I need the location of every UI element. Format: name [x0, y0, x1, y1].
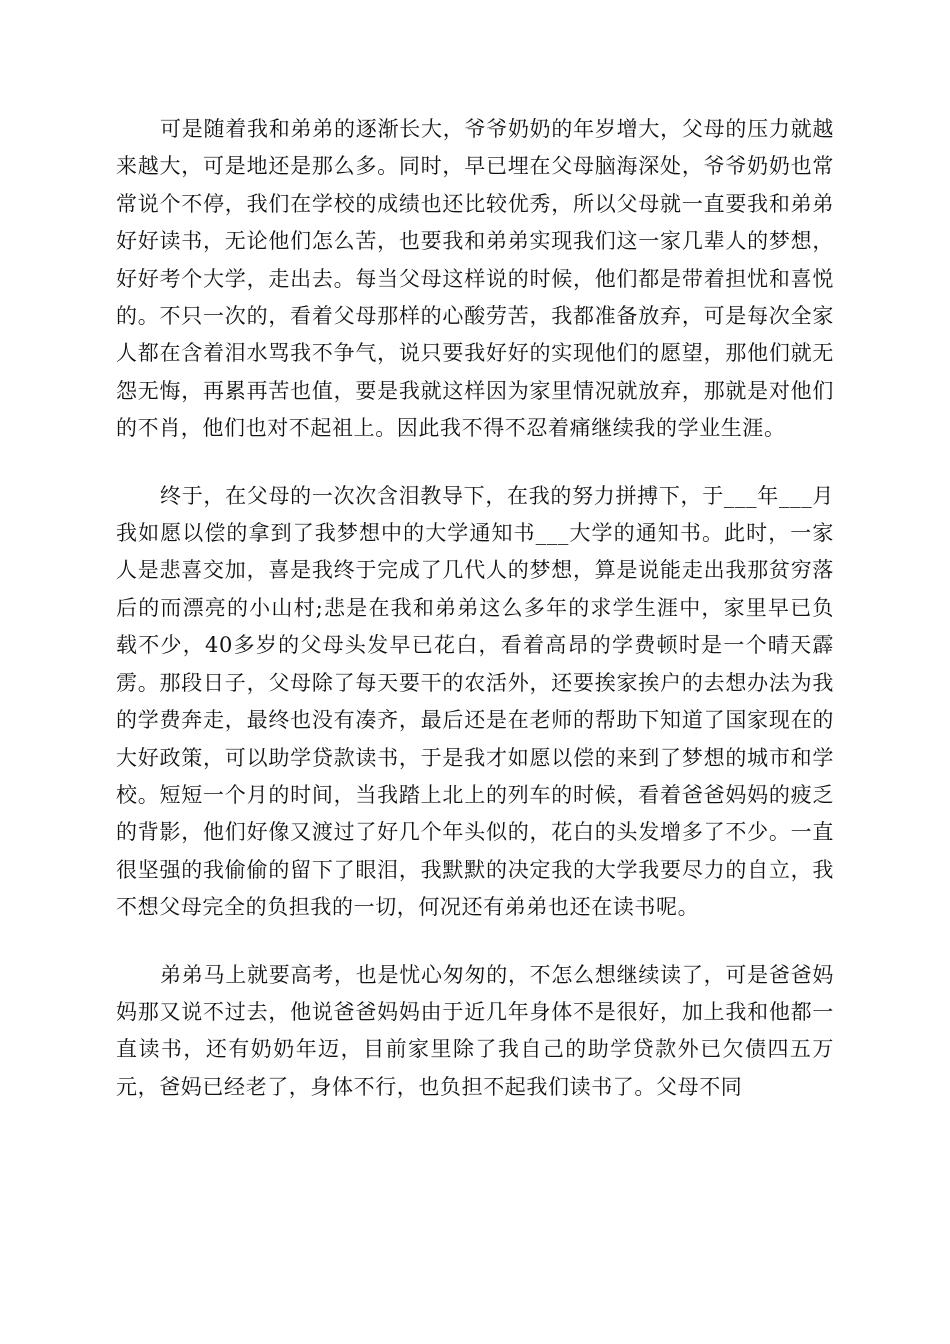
document-body [116, 111, 834, 1106]
paragraph-2: 终于，在父母的一次次含泪教导下，在我的努力拼搏下，于___年___月我如愿以偿的拿到了我梦想中的大学通知书___大学的通知书。此时，一家人是悲喜交加，喜是我终于完成了几代人的梦想，算是说能走出我那贫穷落后的而漂亮的小山村;悲是在我和弟弟这么多年的求学生涯中，家里早已负载不少，40多岁的父母头发早已花白，看着高昂的学费顿时是一个晴天霹雳。那段日子，父母除了每天要干的农活外，还要挨家挨户的去想办法为我的学费奔走，最终也没有凑齐，最后还是在老师的帮助下知道了国家现在的大好政策，可以助学贷款读书，于是我才如愿以偿的来到了梦想的城市和学校。短短一个月的时间，当我踏上北上的列车的时候，看着爸爸妈妈的疲乏的背影，他们好像又渡过了好几个年头似的，花白的头发增多了不少。一直很坚强的我偷偷的留下了眼泪，我默默的决定我的大学我要尽力的自立，我不想父母完全的负担我的一切，何况还有弟弟也还在读书呢。 [116, 483, 834, 920]
paragraph-3: 弟弟马上就要高考，也是忧心匆匆的，不怎么想继续读了，可是爸爸妈妈那又说不过去，他说爸爸妈妈由于近几年身体不是很好，加上我和他都一直读书，还有奶奶年迈，目前家里除了我自己的助学贷款外已欠债四五万元，爸妈已经老了，身体不行，也负担不起我们读书了。父母不同 [116, 962, 834, 1099]
paragraph-1: 可是随着我和弟弟的逐渐长大，爷爷奶奶的年岁增大，父母的压力就越来越大，可是地还是那么多。同时，早已埋在父母脑海深处，爷爷奶奶也常常说个不停，我们在学校的成绩也还比较优秀，所以父母就一直要我和弟弟好好读书，无论他们怎么苦，也要我和弟弟实现我们这一家几辈人的梦想，好好考个大学，走出去。每当父母这样说的时候，他们都是带着担忧和喜悦的。不只一次的，看着父母那样的心酸劳苦，我都准备放弃，可是每次全家人都在含着泪水骂我不争气，说只要我好好的实现他们的愿望，那他们就无怨无悔，再累再苦也值，要是我就这样因为家里情况就放弃，那就是对他们的不肖，他们也对不起祖上。因此我不得不忍着痛继续我的学业生涯。 [116, 117, 834, 441]
